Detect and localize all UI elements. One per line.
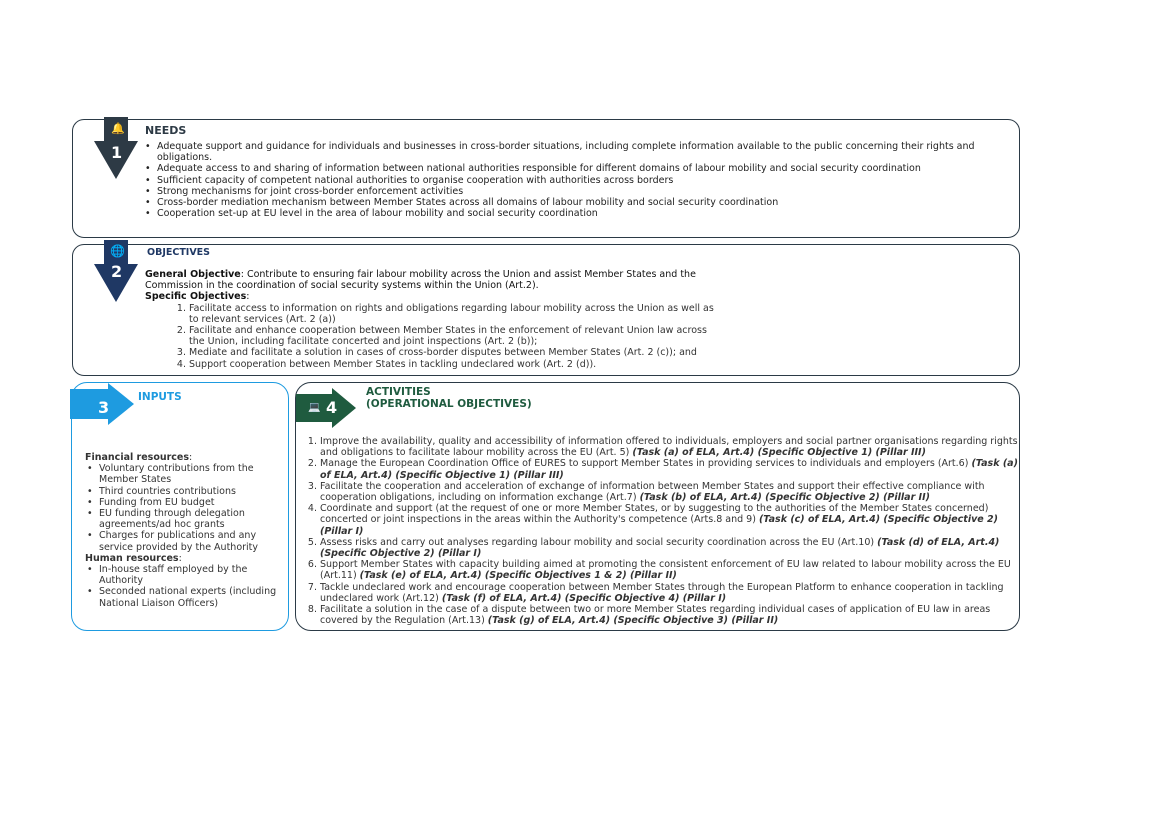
list-item: 1. Improve the availability, quality and accessibility of information offered to individuals, employers and social partner organisations regarding rights and obligations to facilitate labour mobility across the EU (Art. 5) (Task (a) of ELA, Art.4) (Specific Objective 1) (Pillar III) (320, 436, 1022, 458)
list-item: 6. Support Member States with capacity building aimed at promoting the consistent enforcement of EU law related to labour mobility across the EU (Art.11) (Task (e) of ELA, Art.4) (Specific Objectives 1 & 2) (Pillar II) (320, 559, 1022, 581)
list-item: • Seconded national experts (including National Liaison Officers) (85, 586, 280, 608)
human-resources-heading: Human resources: (85, 552, 182, 564)
inputs-title: INPUTS (138, 391, 182, 403)
list-item: 5. Assess risks and carry out analyses regarding labour mobility and social security coordination across the EU (Art.10) (Task (d) of ELA, Art.4) (Specific Objective 2) (Pillar I) (320, 537, 1022, 559)
activities-title: ACTIVITIES (OPERATIONAL OBJECTIVES) (366, 386, 532, 410)
bell-icon: 🔔 (111, 122, 125, 135)
list-item: • Charges for publications and any service provided by the Authority (85, 530, 280, 552)
laptop-icon: 💻 (308, 402, 321, 413)
list-item: 3. Facilitate the cooperation and acceleration of exchange of information between Member States and support their effective compliance with cooperation obligations, including on information exchange (Art.7) (Task (b) of ELA, Art.4) (Specific Objective 2) (Pillar II) (320, 481, 1022, 503)
list-item: • Cross-border mediation mechanism between Member States across all domains of labour mobility and social security coordination (143, 197, 1003, 208)
specific-objectives-label: Specific Objectives (145, 291, 247, 303)
objectives-content (145, 269, 720, 370)
list-item: 2. Facilitate and enhance cooperation between Member States in the enforcement of relevant Union law across the Union, including facilitate concerted and joint inspections (Art. 2 (b)); (189, 325, 720, 347)
list-item: • Adequate support and guidance for individuals and businesses in cross-border situations, including complete information available to the public concerning their rights and obligations. (143, 141, 1003, 163)
financial-resources-heading: Financial resources: (85, 452, 193, 463)
specific-objectives-list (175, 303, 720, 370)
general-objective (145, 269, 720, 291)
activities-list (306, 436, 1022, 626)
list-item: 4. Support cooperation between Member States in tackling undeclared work (Art. 2 (d)). (189, 359, 720, 370)
financial-resources-list (85, 463, 280, 553)
needs-list (143, 141, 1003, 219)
list-item: • Adequate access to and sharing of information between national authorities responsible for different domains of labour mobility and social security coordination (143, 163, 1003, 174)
list-item: 7. Tackle undeclared work and encourage cooperation between Member States through the European Platform to enhance cooperation in tackling undeclared work (Art.12) (Task (f) of ELA, Art.4) (Specific Objective 4) (Pillar I) (320, 582, 1022, 604)
specific-objectives-heading: Specific Objectives: (145, 291, 250, 303)
general-objective-label: General Objective (145, 269, 241, 280)
list-item: • EU funding through delegation agreements/ad hoc grants (85, 508, 280, 530)
list-item: • Voluntary contributions from the Member States (85, 463, 280, 485)
list-item: • Strong mechanisms for joint cross-border enforcement activities (143, 186, 1003, 197)
inputs-content (85, 452, 280, 609)
list-item: • Sufficient capacity of competent national authorities to organise cooperation with authorities across borders (143, 175, 1003, 186)
list-item: • Cooperation set-up at EU level in the area of labour mobility and social security coordination (143, 208, 1003, 219)
list-item: • Funding from EU budget (85, 497, 280, 508)
list-item: • Third countries contributions (85, 486, 280, 497)
list-item: 3. Mediate and facilitate a solution in cases of cross-border disputes between Member States (Art. 2 (c)); and (189, 347, 720, 358)
list-item: 8. Facilitate a solution in the case of a dispute between two or more Member States regarding individual cases of application of EU law in areas covered by the Regulation (Art.13) (Task (g) of ELA, Art.4) (Specific Objective 3) (Pillar II) (320, 604, 1022, 626)
general-objective-text: : Contribute to ensuring fair labour mobility across the Union and assist Member States and the Commission in the coordination of social security systems within the Union (Art.2). (145, 269, 696, 292)
activities-number: 4 (326, 398, 338, 417)
globe-icon: 🌐 (110, 244, 125, 258)
list-item: • In-house staff employed by the Authority (85, 564, 280, 586)
objectives-title: OBJECTIVES (147, 247, 211, 258)
inputs-number: 3 (98, 398, 110, 417)
list-item: 1. Facilitate access to information on rights and obligations regarding labour mobility across the Union as well as to relevant services (Art. 2 (a)) (189, 303, 720, 325)
list-item: 2. Manage the European Coordination Office of EURES to support Member States in providing services to individuals and employers (Art.6) (Task (a) of ELA, Art.4) (Specific Objective 1) (Pillar III) (320, 458, 1022, 480)
objectives-number: 2 (111, 262, 123, 281)
needs-title: NEEDS (145, 124, 187, 137)
human-resources-list (85, 564, 280, 609)
list-item: 4. Coordinate and support (at the request of one or more Member States, or by suggesting to the authorities of the Member States concerned) concerted or joint inspections in the areas within the Authority's competence (Arts.8 and 9) (Task (c) of ELA, Art.4) (Specific Objective 2) (Pillar I) (320, 503, 1022, 537)
needs-number: 1 (111, 143, 123, 162)
